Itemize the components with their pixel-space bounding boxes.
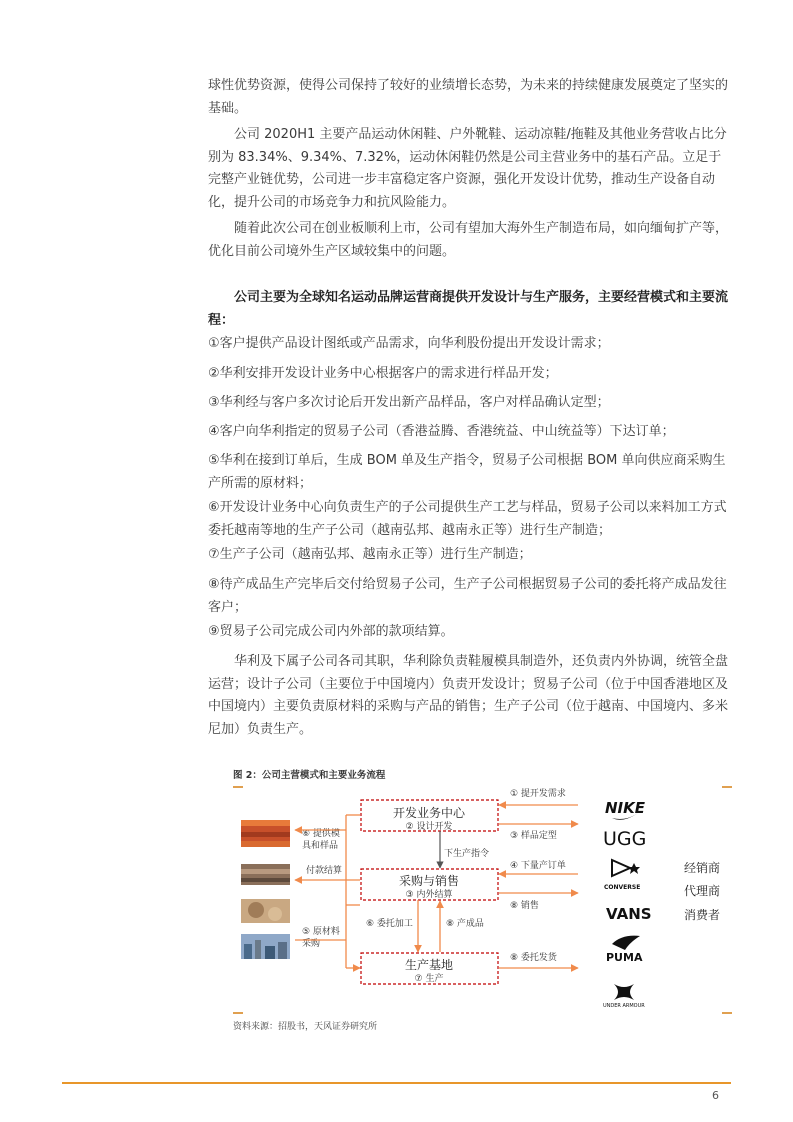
paragraph-revenue-mix: 公司 2020H1 主要产品运动休闲鞋、户外靴鞋、运动凉鞋/拖鞋及其他业务营收占比分别为 83.34%、9.34%、7.32%，运动休闲鞋仍然是公司主营业务中的基石产品。立足于完整产业链优势，公司进一步丰富稳定客户资源，强化开发设计优势，推动生产设备自动化，提升公司的市场竞争力和抗风险能力。 [208,127,727,210]
converse-star-icon [628,863,640,874]
step-2: ②华利安排开发设计业务中心根据客户的需求进行样品开发； [208,366,558,381]
label-production-order: 下生产指令 [444,849,490,859]
channel-agent: 代理商 [684,884,721,898]
brand-ugg-logo: UGG [603,828,647,850]
under-armour-icon [614,984,634,1000]
paragraph-continuation: 球性优势资源，使得公司保持了较好的业绩增长态势，为未来的持续健康发展奠定了坚实的基础。 [208,78,729,116]
step-7: ⑦生产子公司（越南弘邦、越南永正等）进行生产制造； [208,547,532,562]
converse-chevron-icon [612,860,630,876]
step-6: ⑥开发设计业务中心向负责生产的子公司提供生产工艺与样品，贸易子公司以来料加工方式委托越南等地的生产子公司（越南弘邦、越南永正等）进行生产制造； [208,500,727,538]
paragraph-expansion: 随着此次公司在创业板顺利上市，公司有望加大海外生产制造布局，如向缅甸扩产等，优化目前公司境外生产区域较集中的问题。 [208,221,729,259]
figure-source: 资料来源：招股书，天风证券研究所 [233,1022,378,1032]
step-4: ④客户向华利指定的贸易子公司（香港益腾、香港统益、中山统益等）下达订单； [208,424,675,439]
brand-ua-logo: UNDER ARMOUR [603,1003,645,1009]
box-buy-sub: ③ 内外结算 [405,890,453,900]
label-dev-request: ① 提开发需求 [510,789,566,799]
page-number: 6 [712,1089,719,1102]
fabric-image [241,820,290,847]
label-order: ④ 下量产订单 [510,861,566,871]
label-payment: 付款结算 [306,866,343,876]
box-buy-title: 采购与销售 [398,874,460,888]
box-dev-sub: ② 设计开发 [405,822,453,832]
brand-converse-logo: CONVERSE [604,884,641,891]
label-ship: ⑧ 委托发货 [510,953,557,963]
puma-cat-icon [612,936,640,950]
paragraph-subsidiaries: 华利及下属子公司各司其职，华利除负责鞋履模具制造外，还负责内外协调，统管全盘运营；设计子公司（主要位于中国境内）负责开发设计；贸易子公司（位于中国香港地区及中国境内）主要负责原材料的采购与产品的销售；生产子公司（位于越南、中国境内、多米尼加）负责生产。 [208,654,729,737]
material-pile-image [241,899,290,923]
brand-nike-logo: NIKE [605,799,646,817]
footer-rule [62,1082,731,1084]
label-outsourcing: ⑥ 委托加工 [366,919,413,929]
channel-distributor: 经销商 [684,861,721,875]
step-5: ⑤华利在接到订单后，生成 BOM 单及生产指令，贸易子公司根据 BOM 单向供应商采购生产所需的原材料； [208,453,726,491]
box-dev-title: 开发业务中心 [392,806,466,820]
label-material-2: 采购 [302,939,321,949]
brand-vans-logo: VANS [606,905,652,923]
label-material-1: ⑤ 原材料 [302,927,340,937]
label-sample-2: 具和样品 [302,841,339,851]
channel-consumer: 消费者 [684,908,721,922]
label-sales: ⑧ 销售 [510,901,539,911]
factory-image [241,934,290,959]
label-finished: ⑧ 产成品 [446,919,484,929]
label-sample-confirm: ③ 样品定型 [510,831,557,841]
brand-puma-logo: PUMA [606,951,643,964]
step-3: ③华利经与客户多次讨论后开发出新产品样品，客户对样品确认定型； [208,395,610,410]
box-prod-sub: ⑦ 生产 [414,974,444,984]
step-8: ⑧待产成品生产完毕后交付给贸易子公司，生产子公司根据贸易子公司的委托将产成品发往客户； [208,577,727,615]
box-prod-title: 生产基地 [404,958,454,972]
leather-image [241,864,290,885]
figure-title: 图 2：公司主营模式和主要业务流程 [233,770,386,781]
section-heading: 公司主要为全球知名运动品牌运营商提供开发设计与生产服务，主要经营模式和主要流程： [208,290,729,328]
label-sample-1: ⑥ 提供模 [302,829,340,839]
step-1: ①客户提供产品设计图纸或产品需求，向华利股份提出开发设计需求； [208,336,610,351]
step-9: ⑨贸易子公司完成公司内外部的款项结算。 [208,624,454,639]
